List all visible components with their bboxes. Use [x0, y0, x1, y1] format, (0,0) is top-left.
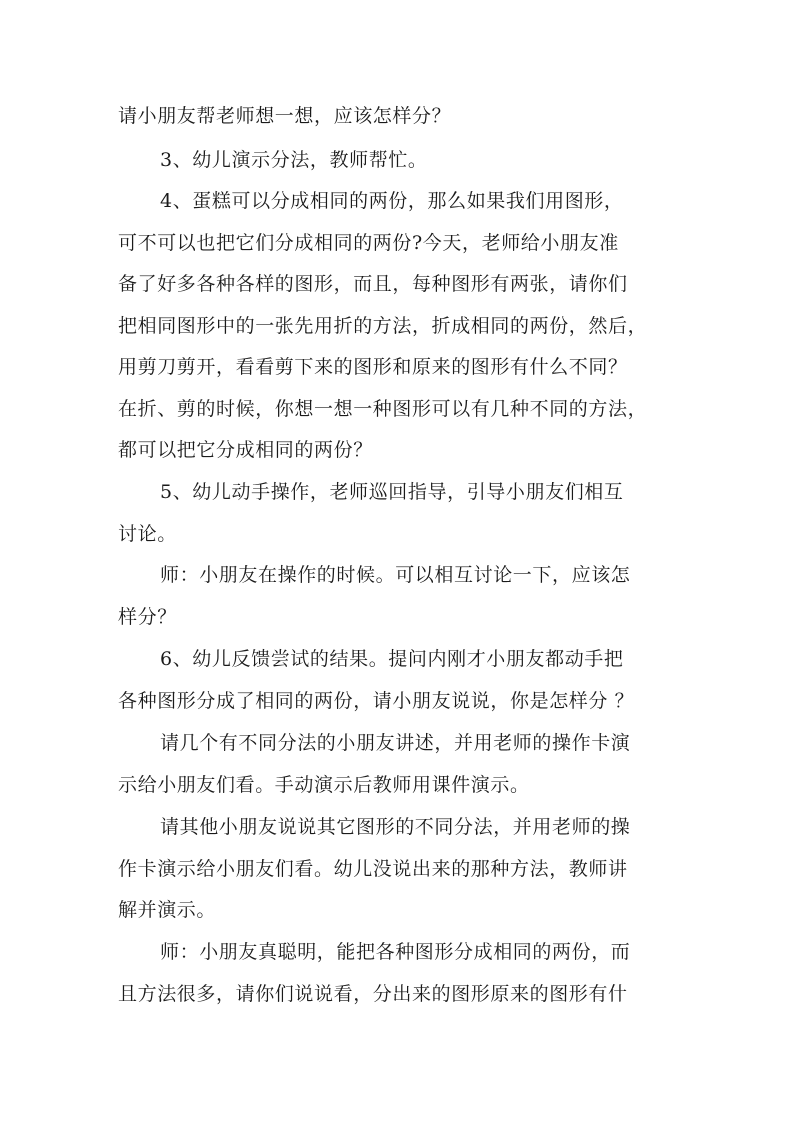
text-line: 作卡演示给小朋友们看。幼儿没说出来的那种方法，教师讲: [118, 858, 628, 880]
text-line: 示给小朋友们看。手动演示后教师用课件演示。: [118, 774, 530, 796]
text-line: 师：小朋友在操作的时候。可以相互讨论一下，应该怎: [160, 564, 631, 586]
text-line: 3、幼儿演示分法，教师帮忙。: [160, 149, 428, 171]
text-line: 讨论。: [118, 523, 177, 545]
text-line: 用剪刀剪开，看看剪下来的图形和原来的图形有什么不同？: [118, 356, 628, 378]
text-line: 把相同图形中的一张先用折的方法，折成相同的两份，然后，: [118, 315, 648, 337]
text-line: 解并演示。: [118, 899, 217, 921]
text-line: 5、幼儿动手操作，老师巡回指导，引导小朋友们相互: [160, 481, 624, 503]
text-line: 师：小朋友真聪明，能把各种图形分成相同的两份，而: [160, 941, 631, 963]
text-line: 请小朋友帮老师想一想，应该怎样分？: [118, 105, 452, 127]
text-line: 样分？: [118, 606, 177, 628]
text-line: 可不可以也把它们分成相同的两份?今天，老师给小朋友准: [118, 232, 619, 254]
text-line: 都可以把它分成相同的两份？: [118, 439, 373, 461]
text-line: 4、蛋糕可以分成相同的两份，那么如果我们用图形，: [160, 190, 624, 212]
text-line: 且方法很多，请你们说说看，分出来的图形原来的图形有什: [118, 983, 628, 1005]
text-line: 在折、剪的时候，你想一想一种图形可以有几种不同的方法，: [118, 398, 648, 420]
text-line: 备了好多各种各样的图形，而且，每种图形有两张，请你们: [118, 273, 628, 295]
text-line: 6、幼儿反馈尝试的结果。提问内刚才小朋友都动手把: [160, 648, 624, 670]
text-line: 各种图形分成了相同的两份，请小朋友说说，你是怎样分 ？: [118, 690, 635, 712]
text-line: 请几个有不同分法的小朋友讲述，并用老师的操作卡演: [160, 732, 631, 754]
text-line: 请其他小朋友说说其它图形的不同分法，并用老师的操: [160, 816, 631, 838]
